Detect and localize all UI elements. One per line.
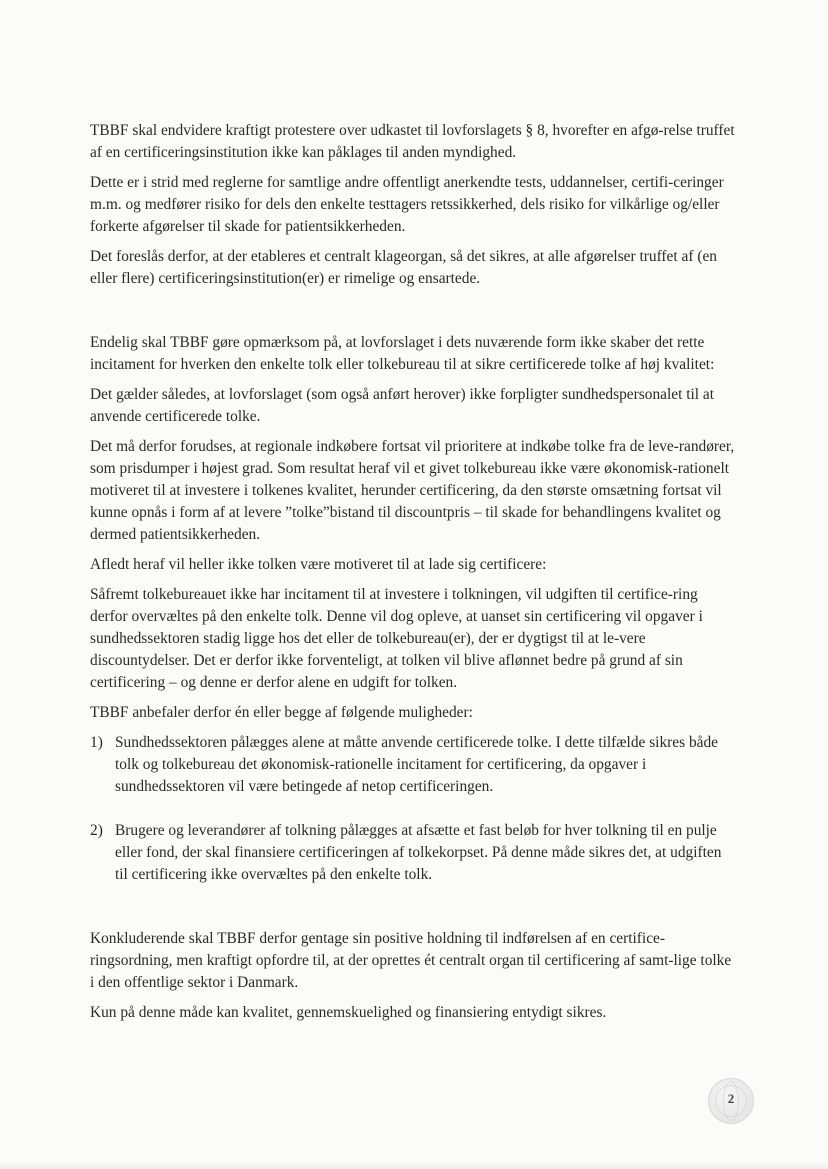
paragraph-recommendation-intro: TBBF anbefaler derfor én eller begge af følgende muligheder:: [90, 704, 473, 721]
paragraph-incentive-intro: Endelig skal TBBF gøre opmærksom på, at lovforslaget i dets nuværende form ikke skaber det rette incitament for hverken den enkelte tolk eller tolkebureau til at sikre certificerede tolke af høj kvalitet:: [90, 334, 715, 373]
list-item-text: Brugere og leverandører af tolkning pålægges at afsætte et fast beløb for hver tolkning til en pulje eller fond, der skal finansiere certificeringen af tolkekorpset. På denne måde sikres det, at udgiften til certificering ikke overvæltes på den enkelte tolk.: [115, 822, 722, 883]
list-item: [90, 820, 738, 886]
paragraph-complaint-body-proposal: Det foreslås derfor, at der etableres et centralt klageorgan, så det sikres, at alle afgørelser truffet af (en eller flere) certificeringsinstitution(er) er rimelige og ensartede.: [90, 248, 717, 287]
paragraph-price-dumping: Det må derfor forudses, at regionale indkøbere fortsat vil prioritere at indkøbe tolke fra de leve-randører, som prisdumper i højest grad. Som resultat heraf vil et givet tolkebureau ikke være økonomisk-rationelt motiveret til at investere i tolkenes kvalitet, herunder certificering, da den største omsætning fortsat vil kunne opnås i form af at levere ”tolke”bistand til discountpris – til skade for behandlingens kvalitet og dermed patientsikkerheden.: [90, 438, 735, 543]
list-item-number: 1): [90, 734, 103, 751]
paragraph-cost-burden: Såfremt tolkebureauet ikke har incitament til at investere i tolkningen, vil udgiften til certifice-ring derfor overvæltes på den enkelte tolk. Denne vil dog opleve, at uanset sin certificering vil opgaver i sundhedssektoren stadig ligge hos det eller de tolkebureau(er), der er dygtigst til at le-vere discountydelser. Det er derfor ikke forventeligt, at tolken vil blive aflønnet bedre på grund af sin certificering – og denne er derfor alene en udgift for tolken.: [90, 586, 703, 691]
paragraph-interpreter-motivation: Afledt heraf vil heller ikke tolken være motiveret til at lade sig certificere:: [90, 556, 547, 573]
list-item-text: Sundhedssektoren pålægges alene at måtte anvende certificerede tolke. I dette tilfælde sikres både tolk og tolkebureau det økonomisk-rationelle incitament for certificering, da opgaver i sundhedssektoren vil være betingede af netop certificeringen.: [115, 734, 719, 795]
page-number: 2: [727, 1091, 735, 1106]
document-body: [90, 120, 738, 1024]
page-number-globe-icon: [708, 1078, 754, 1124]
list-item-number: 2): [90, 822, 103, 839]
scan-edge-shadow: [0, 1161, 828, 1169]
paragraph-legal-conflict: Dette er i strid med reglerne for samtlige andre offentligt anerkendte tests, uddannelser, certifi-ceringer m.m. og medfører risiko for dels den enkelte testtagers retssikkerhed, dels risiko for vilkårlige og/eller forkerte afgørelser til skade for patientsikkerheden.: [90, 174, 724, 235]
paragraph-appeal-protest: TBBF skal endvidere kraftigt protestere over udkastet til lovforslagets § 8, hvorefter en afgø-relse truffet af en certificeringsinstitution ikke kan påklages til anden myndighed.: [90, 122, 735, 161]
list-item: [90, 732, 738, 798]
recommendation-list: [90, 732, 738, 886]
paragraph-conclusion: Konkluderende skal TBBF derfor gentage sin positive holdning til indførelsen af en certifice-ringsordning, men kraftigt opfordre til, at der oprettes ét centralt organ til certificering af samt-lige tolke i den offentlige sektor i Danmark.: [90, 930, 732, 991]
paragraph-no-obligation: Det gælder således, at lovforslaget (som også anført herover) ikke forpligter sundhedspersonalet til at anvende certificerede tolke.: [90, 386, 714, 425]
paragraph-final-statement: Kun på denne måde kan kvalitet, gennemskuelighed og finansiering entydigt sikres.: [90, 1004, 607, 1021]
